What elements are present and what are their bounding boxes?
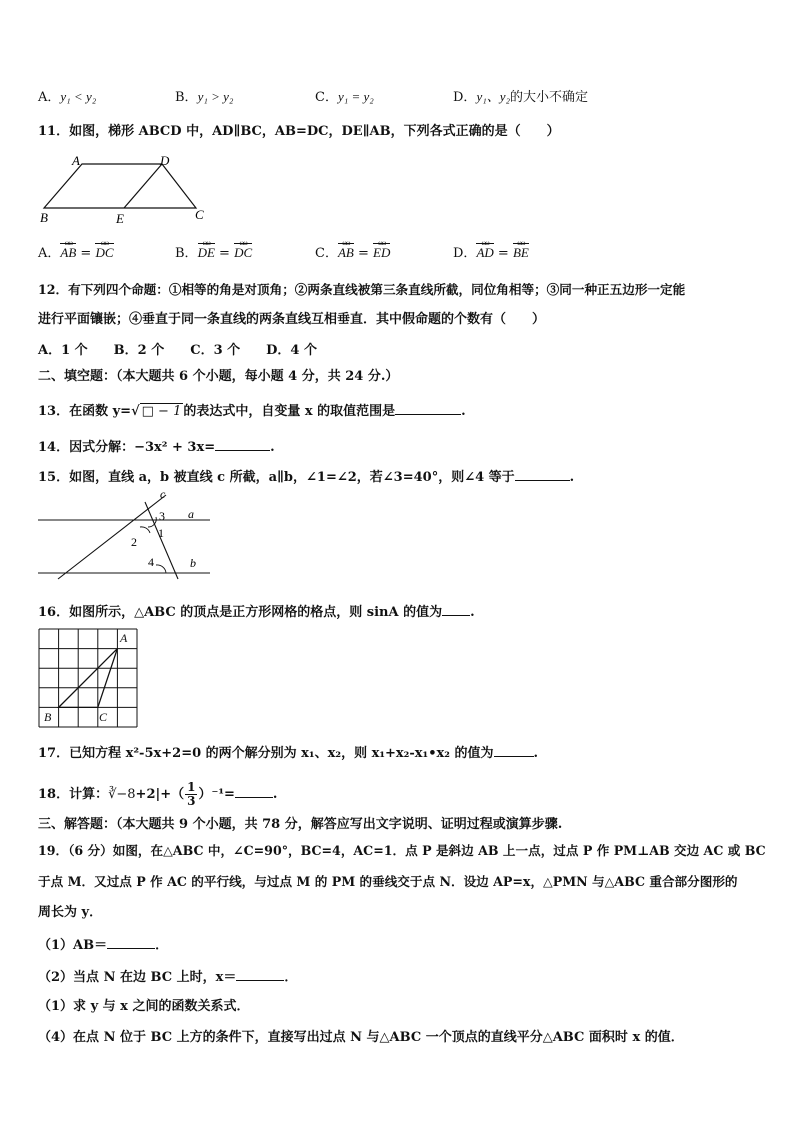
q19-part4: （4）在点 N 位于 BC 上方的条件下，直接写出过点 N 与△ABC 一个顶点的直线平分△ABC 面积时 x 的值． bbox=[38, 1030, 684, 1045]
label-c: C bbox=[99, 710, 108, 724]
label-d: D bbox=[160, 153, 170, 168]
q15-stem: 15．如图，直线 a，b 被直线 c 所截，a∥b，∠1=∠2，若∠3=40°，则∠4 等于 . bbox=[38, 466, 574, 488]
q14: 14．因式分解：−3x² + 3x= . bbox=[38, 436, 275, 458]
q11-option-d: D．AD ωω = BE ωω bbox=[453, 243, 529, 264]
label-b: B bbox=[40, 210, 48, 225]
section-solutions: 三、解答题：（本大题共 9 个小题，共 78 分，解答应写出文字说明、证明过程或演算步骤. bbox=[38, 817, 563, 832]
q15-parallel-lines-figure bbox=[38, 487, 213, 582]
label-angle-4: 4 bbox=[148, 555, 154, 569]
q16-grid-figure bbox=[38, 628, 140, 730]
label-b: B bbox=[44, 710, 52, 724]
label-angle-2: 2 bbox=[131, 535, 137, 549]
q10-option-c: C．y₁ = y₂ bbox=[315, 89, 374, 105]
label-line-c: c bbox=[160, 487, 166, 501]
q12-options: A．1 个 B．2 个 C．3 个 D．4 个 bbox=[38, 343, 317, 358]
q10-option-b: B．y₁ > y₂ bbox=[175, 89, 234, 105]
q12-stem-line1: 12．有下列四个命题：①相等的角是对顶角；②两条直线被第三条直线所截，同位角相等；③同一种正五边形一定能 bbox=[38, 282, 686, 297]
label-c: C bbox=[195, 207, 204, 222]
label-angle-1: 1 bbox=[158, 526, 164, 540]
q19-stem-line2: 于点 M．又过点 P 作 AC 的平行线，与过点 M 的 PM 的垂线交于点 N．设边 AP=x，△PMN 与△ABC 重合部分图形的 bbox=[38, 874, 738, 889]
q11-stem: 11．如图，梯形 ABCD 中，AD∥BC，AB=DC，DE∥AB，下列各式正确的是（ ） bbox=[38, 124, 560, 139]
q12-stem-line2: 进行平面镶嵌；④垂直于同一条直线的两条直线互相垂直．其中假命题的个数有（ ） bbox=[38, 312, 546, 327]
label-a: A bbox=[120, 631, 128, 645]
q10-option-a: A．y₁ < y₂ bbox=[38, 89, 97, 105]
label-angle-3: 3 bbox=[159, 509, 165, 523]
q19-part3: （1）求 y 与 x 之间的函数关系式． bbox=[38, 999, 250, 1014]
section-fill-in: 二、填空题：（本大题共 6 个小题，每小题 4 分，共 24 分.） bbox=[38, 369, 399, 384]
q11-trapezoid-figure bbox=[38, 152, 208, 227]
q19-stem-line3: 周长为 y． bbox=[38, 905, 103, 920]
q16-stem: 16．如图所示，△ABC 的顶点是正方形网格的格点，则 sinA 的值为 . bbox=[38, 601, 475, 623]
q11-option-b: B．DE ωω = DC ωω bbox=[175, 243, 252, 264]
q10-option-d: D．y₁、y₂的大小不确定 bbox=[453, 89, 589, 105]
q11-option-c: C．AB ωω = ED ωω bbox=[315, 243, 390, 264]
q18: 18．计算：∛−8+2|+（ $\frac{1}{3}$ ）⁻¹= . bbox=[38, 780, 278, 808]
q17: 17．已知方程 x²-5x+2=0 的两个解分别为 x₁、x₂，则 x₁+x₂-x₁•x₂ 的值为 . bbox=[38, 742, 538, 764]
label-a: A bbox=[72, 153, 80, 168]
q19-part2: （2）当点 N 在边 BC 上时，x＝ ． bbox=[38, 966, 297, 988]
label-line-a: a bbox=[188, 507, 194, 521]
label-e: E bbox=[116, 211, 124, 226]
q19-part1: （1）AB＝ ． bbox=[38, 934, 168, 956]
label-line-b: b bbox=[190, 556, 196, 570]
q11-option-a: A．AB ωω = DC ωω bbox=[38, 243, 114, 264]
q19-stem-line1: 19．（6 分）如图，在△ABC 中，∠C=90°，BC=4，AC=1．点 P 是斜边 AB 上一点，过点 P 作 PM⊥AB 交边 AC 或 BC bbox=[38, 843, 766, 858]
q13: 13．在函数 y=√ □ − 1 的表达式中，自变量 x 的取值范围是 . bbox=[38, 400, 466, 422]
